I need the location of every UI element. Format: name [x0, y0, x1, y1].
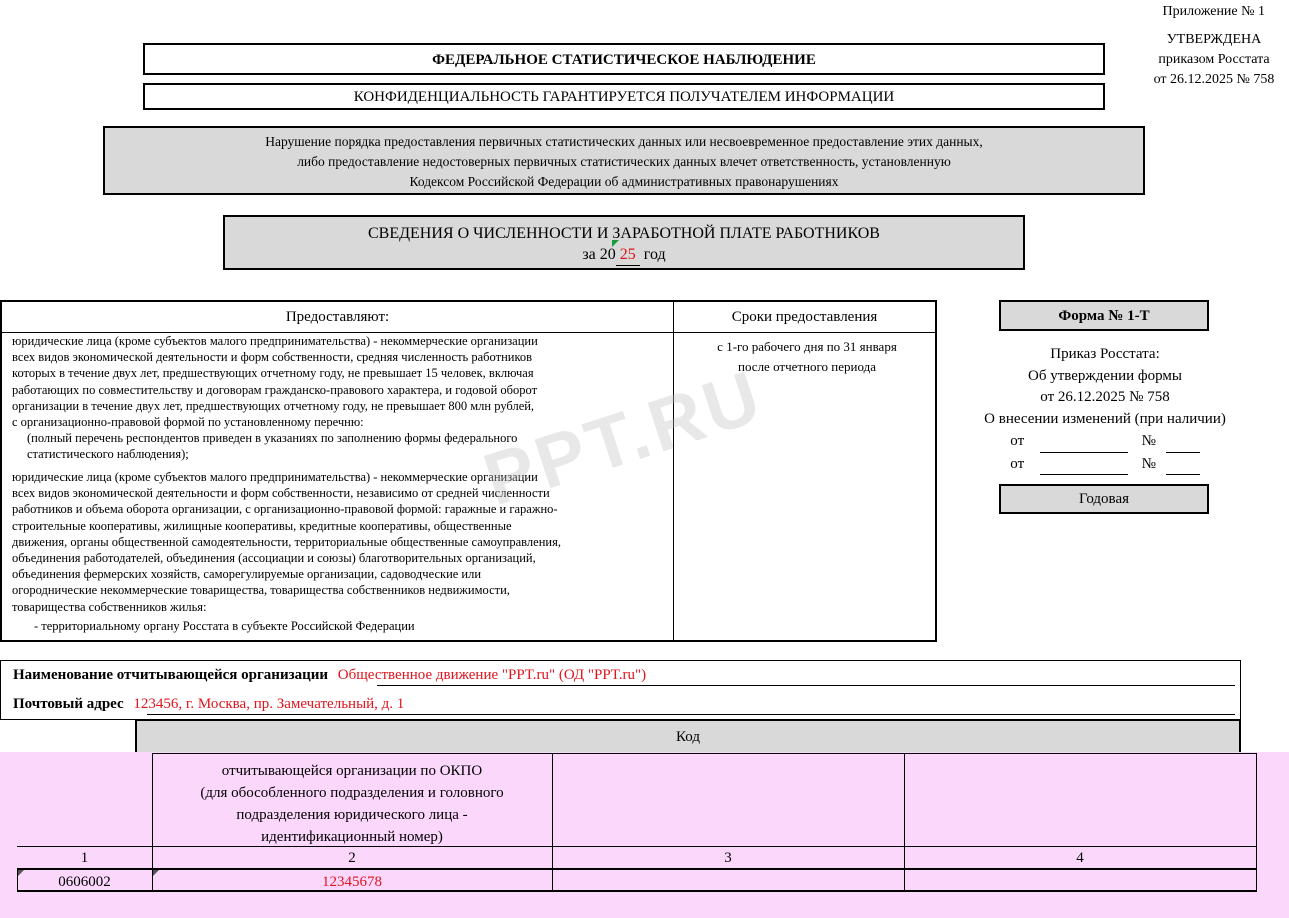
- org-name-label: Наименование отчитывающейся организации: [13, 667, 329, 683]
- org-name-underline: [377, 685, 1235, 686]
- number-label: №: [1141, 455, 1156, 472]
- org-address-input[interactable]: 123456, г. Москва, пр. Замечательный, д. 1: [133, 696, 405, 712]
- okud-code-value[interactable]: 0606002: [58, 874, 111, 890]
- code-rule: [17, 868, 1257, 870]
- okpo-code-input[interactable]: 12345678: [322, 874, 382, 890]
- code-table: [17, 753, 1257, 892]
- deadline-line: после отчетного периода: [738, 359, 876, 374]
- recipient-line: - территориальному органу Росстата в субъекте Российской Федерации: [34, 619, 415, 633]
- code-divider: [1256, 753, 1257, 892]
- respondents-line: которых в течение двух лет, предшествующих отчетному году, не превышает 15 человек, включая: [12, 366, 534, 381]
- column-number: 3: [724, 850, 732, 866]
- legal-warning: [103, 126, 1145, 195]
- confidentiality-banner: КОНФИДЕНЦИАЛЬНОСТЬ ГАРАНТИРУЕТСЯ ПОЛУЧАТЕЛЕМ ИНФОРМАЦИИ: [143, 83, 1105, 110]
- org-address-label: Почтовый адрес: [13, 696, 124, 712]
- amendment-number-field[interactable]: [1166, 430, 1200, 453]
- report-title: [223, 215, 1025, 270]
- okpo-label-line: отчитывающейся организации по ОКПО: [221, 763, 483, 779]
- respondents-line: (полный перечень респондентов приведен в указаниях по заполнению формы федерального: [27, 431, 518, 446]
- respondents-line: огороднические некоммерческие товарищества, товарищества собственников недвижимости,: [12, 583, 510, 598]
- year-suffix: год: [643, 246, 666, 263]
- order-line: от 26.12.2025 № 758: [1040, 389, 1170, 405]
- respondents-line: товарищества собственников жилья:: [12, 599, 207, 614]
- org-name-input[interactable]: Общественное движение "PPT.ru" (ОД "PPT.ru"): [337, 667, 647, 683]
- amendment-row: [960, 430, 1250, 453]
- number-label: №: [1141, 433, 1156, 449]
- code-header: Код: [135, 719, 1241, 754]
- okpo-label-line: подразделения юридического лица -: [236, 807, 468, 823]
- code-cell-3[interactable]: [553, 871, 903, 893]
- watermark: PPT.RU: [474, 353, 773, 522]
- respondents-line: организации в течение двух лет, предшествующих отчетному году, не превышает 800 млн рублей,: [12, 398, 535, 413]
- approved-line: УТВЕРЖДЕНА: [1166, 32, 1262, 47]
- order-line: Приказ Росстата:: [1050, 346, 1160, 362]
- deadline-line: с 1-го рабочего дня по 31 января: [717, 339, 897, 354]
- approved-line: от 26.12.2025 № 758: [1153, 72, 1275, 87]
- okpo-label-line: (для обособленного подразделения и головного: [200, 785, 504, 801]
- approved-block: [1140, 30, 1288, 90]
- column-divider: [673, 302, 674, 640]
- warning-line: Кодексом Российской Федерации об административных правонарушениях: [409, 174, 839, 189]
- year-input[interactable]: 25: [616, 244, 640, 266]
- approved-line: приказом Росстата: [1158, 52, 1270, 67]
- respondents-line: работающих по совместительству и договорам гражданско-правового характера, и годовой оборот: [12, 382, 538, 397]
- form-number: Форма № 1-Т: [999, 300, 1209, 331]
- respondents-line: юридические лица (кроме субъектов малого предпринимательства) - некоммерческие организации: [12, 470, 538, 484]
- warning-line: Нарушение порядка предоставления первичных статистических данных или несвоевременное предоставление этих данных,: [265, 134, 983, 149]
- okpo-label: [167, 760, 537, 848]
- order-line: О внесении изменений (при наличии): [984, 410, 1226, 427]
- amendment-number-field[interactable]: [1166, 453, 1200, 476]
- respondents-line: с организационно-правовой формой по установленному перечню:: [12, 415, 364, 430]
- amendment-date-field[interactable]: [1040, 430, 1128, 453]
- period-type: Годовая: [999, 484, 1209, 514]
- org-address-underline: [147, 714, 1235, 715]
- from-label: от: [1010, 455, 1025, 472]
- amendment-date-field[interactable]: [1040, 453, 1128, 476]
- amendment-row: [960, 453, 1250, 476]
- deadline-header: Сроки предоставления: [674, 302, 935, 333]
- respondents-line: движения, органы общественной самодеятельности, территориальные общественные самоуправления,: [12, 534, 561, 549]
- organization-block: [0, 660, 1241, 720]
- report-title-text: СВЕДЕНИЯ О ЧИСЛЕННОСТИ И ЗАРАБОТНОЙ ПЛАТЕ РАБОТНИКОВ: [368, 225, 880, 242]
- order-block: [960, 344, 1250, 475]
- respondents-line: всех видов экономической деятельности и форм собственности, средняя численность работников: [12, 350, 533, 365]
- respondents-line: объединения работодателей, объединения (ассоциации и союзы) благотворительных организаций,: [12, 551, 536, 566]
- org-address-row: [13, 694, 404, 714]
- okpo-label-line: идентификационный номер): [261, 829, 443, 845]
- respondents-line: всех видов экономической деятельности и форм собственности, независимо от средней численности: [12, 486, 550, 501]
- federal-observation-title: ФЕДЕРАЛЬНОЕ СТАТИСТИЧЕСКОЕ НАБЛЮДЕНИЕ: [143, 43, 1105, 75]
- order-line: Об утверждении формы: [1028, 367, 1182, 384]
- column-number: 2: [348, 850, 356, 866]
- respondents-header: Предоставляют:: [2, 302, 673, 333]
- code-cell-4[interactable]: [905, 871, 1255, 893]
- org-name-row: [13, 665, 646, 685]
- respondents-line: объединения фермерских хозяйств, саморегулируемые организации, садоводческие или: [12, 567, 482, 582]
- respondents-line: статистического наблюдения);: [27, 447, 189, 462]
- code-rule: [152, 753, 1257, 754]
- year-prefix: за 20: [582, 246, 616, 263]
- column-number: 1: [80, 850, 89, 866]
- respondents-line: юридические лица (кроме субъектов малого предпринимательства) - некоммерческие организации: [12, 334, 538, 348]
- from-label: от: [1010, 433, 1025, 449]
- respondents-line: строительные кооперативы, жилищные кооперативы, кредитные кооперативы, общественные: [12, 518, 512, 533]
- respondents-line: работников и объема оборота организации, с организационно-правовой формой: гаражные и гаражно-: [12, 502, 558, 517]
- column-number: 4: [1076, 850, 1084, 866]
- warning-line: либо предоставление недостоверных первичных статистических данных влечет ответственность, установленную: [297, 154, 951, 169]
- appendix-label: Приложение № 1: [1162, 4, 1265, 19]
- respondents-table: [0, 300, 937, 642]
